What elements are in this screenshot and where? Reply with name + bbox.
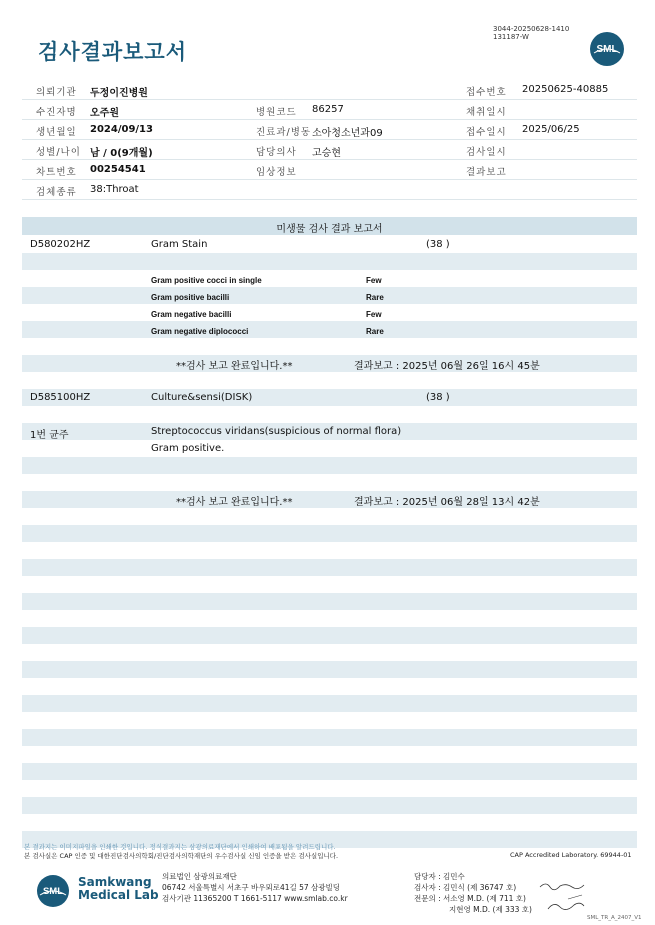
test2-name: Culture&sensi(DISK) (151, 392, 253, 403)
footer-phone: 검사기관 11365200 T 1661-5117 www.smlab.co.kr (162, 894, 348, 903)
footer-brand (78, 876, 159, 902)
value-birth-date: 2024/09/13 (90, 124, 153, 135)
sml-footer-logo-icon (36, 874, 70, 908)
stripe (22, 729, 637, 746)
info-row-6 (22, 180, 637, 200)
label-doctor: 담당의사 (256, 147, 297, 158)
stripe (22, 593, 637, 610)
stripe (22, 287, 637, 304)
label-receipt-number: 접수번호 (466, 87, 507, 98)
test2-number: (38 ) (426, 392, 450, 403)
gram-item-4-name: Gram negative diplococci (151, 327, 249, 336)
label-requester: 의뢰기관 (36, 87, 77, 98)
label-chart-number: 차트번호 (36, 167, 77, 178)
gram-item-2-result: Rare (366, 293, 384, 302)
staff-specialist-2: 지현영 M.D. (제 333 호) (449, 905, 532, 914)
value-doctor: 고승현 (312, 148, 341, 159)
stripe (22, 627, 637, 644)
document-id-line2: 131187-W (493, 33, 529, 41)
sml-footer-logo-text: SML (42, 886, 64, 897)
stripe (22, 321, 637, 338)
cap-accreditation: CAP Accredited Laboratory. 69944-01 (510, 851, 632, 859)
organism-gram: Gram positive. (151, 443, 225, 454)
stripe (22, 797, 637, 814)
value-receipt-number: 20250625-40885 (522, 84, 609, 95)
stripe (22, 389, 637, 406)
gram-item-1-result: Few (366, 276, 382, 285)
staff-manager: 담당자 : 김민수 (414, 872, 465, 881)
label-test-date: 검사일시 (466, 147, 507, 158)
footer-org-name: 의료법인 삼광의료재단 (162, 872, 237, 881)
test1-name: Gram Stain (151, 239, 208, 250)
stripe (22, 559, 637, 576)
test1-code: D580202HZ (30, 239, 91, 250)
value-chart-number: 00254541 (90, 164, 146, 175)
label-hospital-code: 병원코드 (256, 107, 297, 118)
footer-note-accreditation: 본 검사실은 CAP 인증 및 대한진단검사의학회/진단검사의학재단의 우수검사실 신임 인증을 받은 검사실입니다. (24, 852, 339, 860)
label-specimen-type: 검체종류 (36, 187, 77, 198)
label-clinical-info: 임상정보 (256, 167, 297, 178)
test2-code: D585100HZ (30, 392, 91, 403)
staff-tester: 검사자 : 김민식 (제 36747 호) (414, 883, 517, 892)
stripe (22, 355, 637, 372)
organism-name: Streptococcus viridans(suspicious of normal flora) (151, 426, 402, 437)
document-id-line1: 3044-20250628-1410 (493, 25, 570, 33)
value-department: 소아청소년과09 (312, 128, 383, 139)
gram-item-2-name: Gram positive bacilli (151, 293, 230, 302)
info-row-5 (22, 160, 637, 180)
page-title: 검사결과보고서 (38, 40, 188, 64)
stripe (22, 253, 637, 270)
test2-complete-message: **검사 보고 완료입니다.** (176, 497, 293, 508)
info-row-1 (22, 80, 637, 100)
sml-logo-text: SML (596, 44, 618, 55)
staff-specialist-1: 전문의 : 서소영 M.D. (제 711 호) (414, 894, 526, 903)
test1-report-time: 결과보고 : 2025년 06월 26일 16시 45분 (354, 361, 540, 372)
label-patient-name: 수진자명 (36, 107, 77, 118)
label-birth-date: 생년월일 (36, 127, 77, 138)
footer-address: 06742 서울특별시 서초구 바우뫼로41길 57 삼광빌딩 (162, 883, 341, 892)
document-id (493, 25, 569, 41)
info-row-2 (22, 100, 637, 120)
gram-item-4-result: Rare (366, 327, 384, 336)
value-requester: 두정이진병원 (90, 88, 148, 99)
gram-item-3-name: Gram negative bacilli (151, 310, 232, 319)
stripe (22, 695, 637, 712)
strain-label: 1번 균주 (30, 430, 69, 441)
stripe (22, 525, 637, 542)
test1-number: (38 ) (426, 239, 450, 250)
footer-brand-line1: Samkwang (78, 875, 152, 889)
label-receipt-date: 접수일시 (466, 127, 507, 138)
value-receipt-date: 2025/06/25 (522, 124, 580, 135)
stripe (22, 661, 637, 678)
footer-brand-line2: Medical Lab (78, 888, 159, 902)
report-heading: 미생물 검사 결과 보고서 (276, 224, 383, 235)
stripe (22, 491, 637, 508)
value-patient-name: 오주원 (90, 108, 119, 119)
form-code: SML_TR_A_2407_V1 (587, 915, 642, 921)
test2-report-time: 결과보고 : 2025년 06월 28일 13시 42분 (354, 497, 540, 508)
footer-note-image: 본 결과지는 이미지파일을 인쇄한 것입니다. 정식결과지는 삼광의료재단에서 인쇄하여 배포됨을 알려드립니다. (24, 843, 336, 851)
value-hospital-code: 86257 (312, 104, 344, 115)
info-row-4 (22, 140, 637, 160)
label-result-report: 결과보고 (466, 167, 507, 178)
stripe (22, 457, 637, 474)
gram-item-3-result: Few (366, 310, 382, 319)
stripe (22, 763, 637, 780)
label-collection-date: 채취일시 (466, 107, 507, 118)
sml-logo-icon (589, 31, 625, 67)
gram-item-1-name: Gram positive cocci in single (151, 276, 262, 285)
label-sex-age: 성별/나이 (36, 147, 81, 158)
test1-complete-message: **검사 보고 완료입니다.** (176, 361, 293, 372)
label-department: 진료과/병동 (256, 127, 312, 138)
info-row-3 (22, 120, 637, 140)
signature-image (538, 879, 588, 913)
value-sex-age: 남 / 0(9개월) (90, 148, 153, 159)
value-specimen-type: 38:Throat (90, 184, 139, 195)
